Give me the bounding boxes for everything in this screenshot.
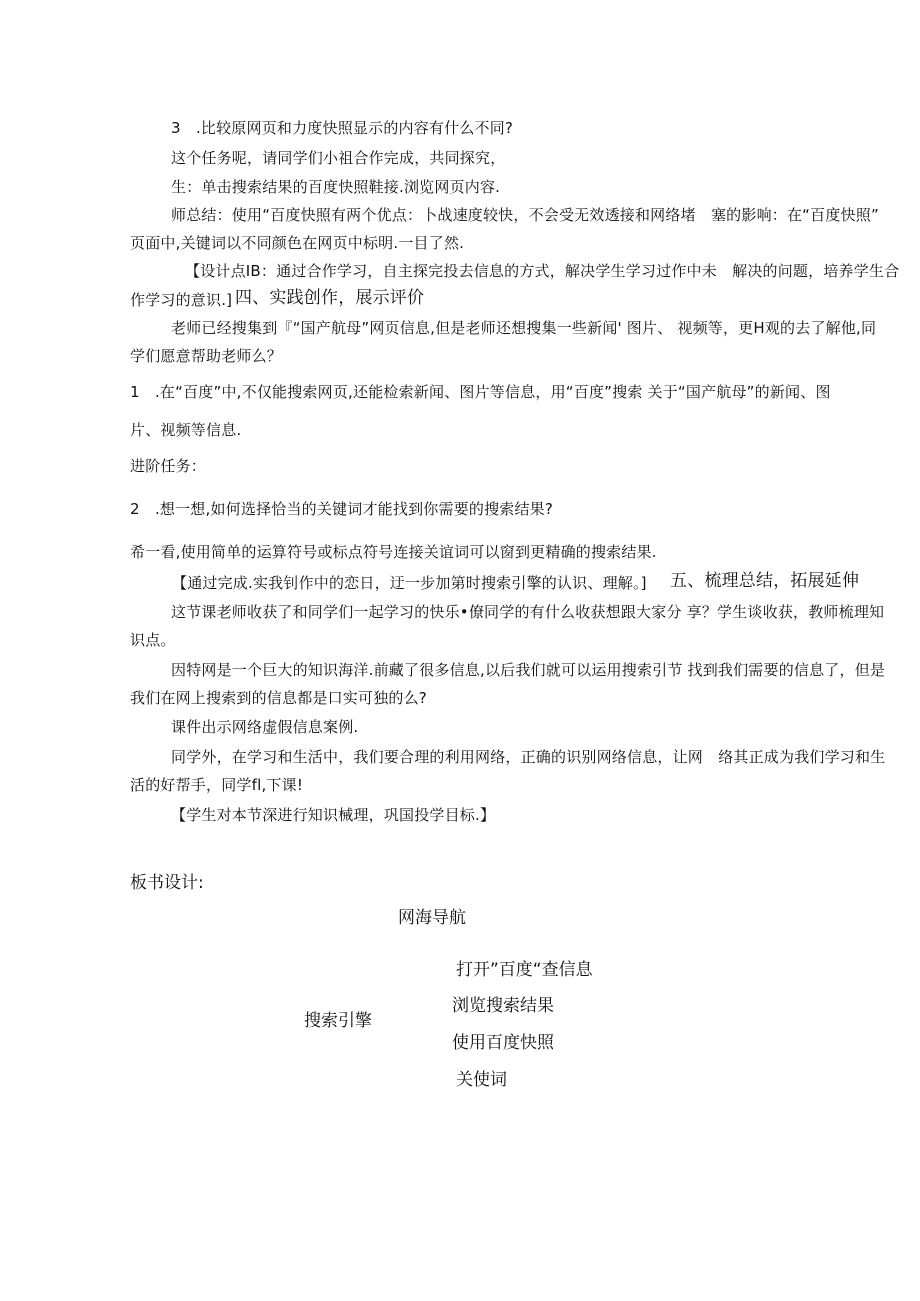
paragraph-line: 学们愿意帮助老师么？ <box>130 347 283 365</box>
paragraph-line: 识点。 <box>130 631 176 649</box>
paragraph-line: 活的好帮手，同学fl,下课! <box>130 776 304 794</box>
section-heading: 五、梳理总结，拓展延伸 <box>670 571 860 591</box>
paragraph-line: 作学习的意识.] <box>130 291 233 309</box>
board-design-heading: 板书设计: <box>130 873 204 893</box>
board-item: 浏览搜索结果 <box>452 996 554 1016</box>
paragraph-line: 1 .在“百度”中,不仅能搜索网页,还能检索新闻、图片等信息，用“百度”搜索 关于“国产航母”的新闻、图 <box>130 383 831 401</box>
paragraph-line: 【设计点IB：通过合作学习，自主探完投去信息的方式，解决学生学习过作中未 解决的问题，培养学生合 <box>185 262 900 280</box>
paragraph-line: 3 .比较原网页和力度快照显示的内容有什么不同? <box>171 119 514 137</box>
paragraph-line: 2 .想一想,如何选择恰当的关键词才能找到你需要的搜索结果? <box>130 500 554 518</box>
board-title: 网海导航 <box>398 908 466 928</box>
paragraph-line: 这个任务呢，请同学们小祖合作完成，共同探究， <box>171 149 506 167</box>
paragraph-line: 因特网是一个巨大的知识海洋.前藏了很多信息,以后我们就可以运用搜索引节 找到我们需要的信息了，但是 <box>171 661 886 679</box>
paragraph-line: 生：单击搜索结果的百度快照鞋接.浏览网页内容. <box>171 178 501 196</box>
paragraph-line: 【通过完成.实我钊作中的恋日，迂一步加第时搜索引擎的认识、理解。] <box>172 574 647 592</box>
paragraph-line: 进阶任务： <box>130 457 207 475</box>
paragraph-line: 老师已经搜集到『“国产航母”网页信息,但是老师还想搜集一些新闻' 图片、 视频等，更H观的去了解他,同 <box>171 319 877 337</box>
board-center-topic: 搜索引擎 <box>304 1011 372 1031</box>
section-heading: 四、实践创作，展示评价 <box>235 288 425 308</box>
paragraph-line: 同学外，在学习和生活中，我们要合理的利用网络，正确的识别网络信息，让网 络其正成为我们学习和生 <box>171 748 886 766</box>
paragraph-line: 我们在网上搜索到的信息都是口实可独的么? <box>130 689 427 707</box>
board-item: 打开”百度“查信息 <box>456 960 593 980</box>
board-item: 关使词 <box>456 1070 507 1090</box>
paragraph-line: 师总结：使用“百度快照有两个优点：卜战速度较快，不会受无效透接和网络堵 塞的影响：在“百度快照” <box>171 206 879 224</box>
paragraph-line: 这节课老师收获了和同学们一起学习的快乐•僚同学的有什么收获想跟大家分 享？学生谈收获，教师梳理知 <box>171 603 885 621</box>
paragraph-line: 【学生对本节深进行知识械理，巩国投学目标.】 <box>171 806 496 824</box>
paragraph-line: 希一看,使用简单的运算符号或标点符号连接关谊词可以窗到更精确的搜索结果. <box>130 543 657 561</box>
paragraph-line: 课件出示网络虚假信息案例. <box>171 718 359 736</box>
paragraph-line: 片、视频等信息. <box>130 421 242 439</box>
board-item: 使用百度快照 <box>452 1033 554 1053</box>
paragraph-line: 页面中,关键词以不同颜色在网页中标明.一目了然. <box>130 234 465 252</box>
